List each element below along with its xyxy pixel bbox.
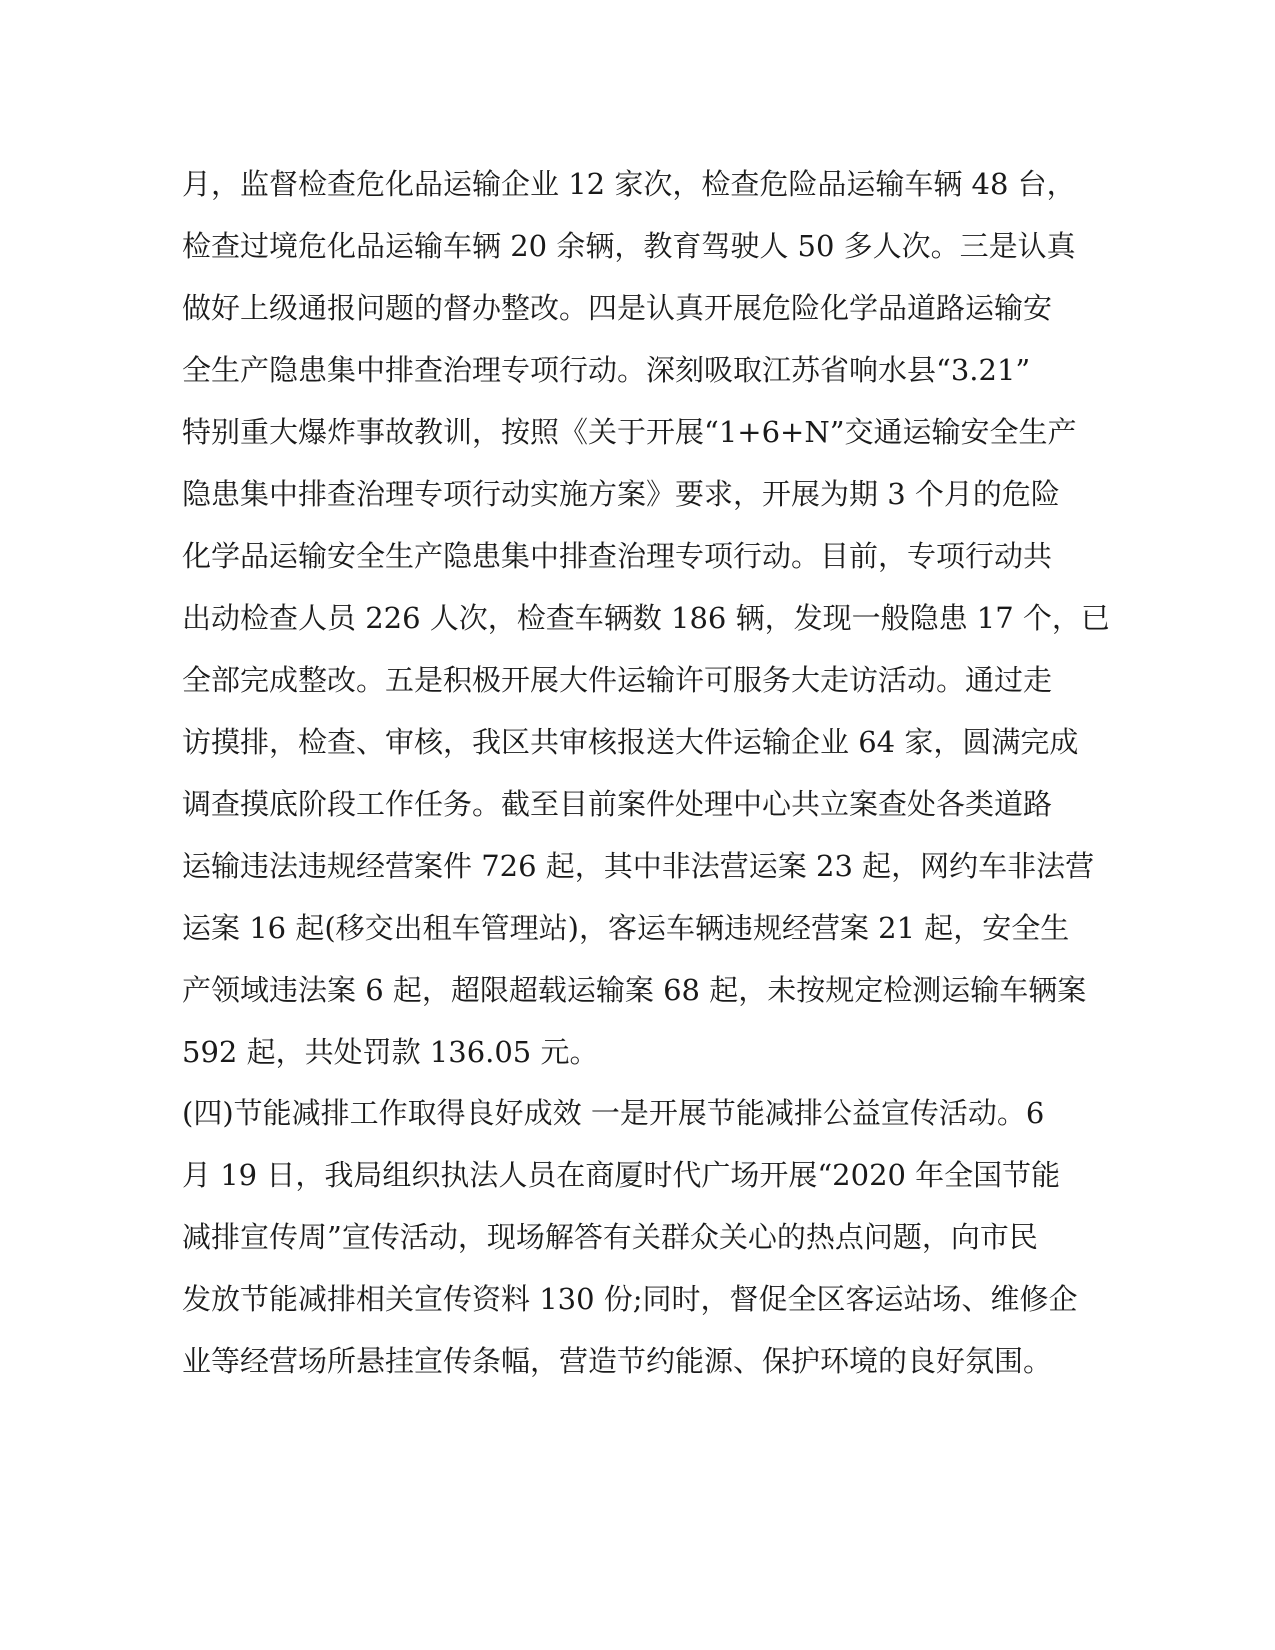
text-line: 592 起，共处罚款 136.05 元。 bbox=[182, 1035, 599, 1069]
text-line: 全生产隐患集中排查治理专项行动。深刻吸取江苏省响水县“3.21” bbox=[182, 353, 1031, 387]
text-line: 访摸排，检查、审核，我区共审核报送大件运输企业 64 家，圆满完成 bbox=[182, 725, 1079, 759]
text-line: 做好上级通报问题的督办整改。四是认真开展危险化学品道路运输安 bbox=[182, 291, 1053, 325]
text-line: 运案 16 起(移交出租车管理站)，客运车辆违规经营案 21 起，安全生 bbox=[182, 911, 1070, 945]
text-line: 检查过境危化品运输车辆 20 余辆，教育驾驶人 50 多人次。三是认真 bbox=[182, 229, 1076, 263]
text-line: 特别重大爆炸事故教训，按照《关于开展“1+6+N”交通运输安全生产 bbox=[182, 415, 1077, 449]
text-line: 月，监督检查危化品运输企业 12 家次，检查危险品运输车辆 48 台， bbox=[182, 167, 1076, 201]
text-line: 产领域违法案 6 起，超限超载运输案 68 起，未按规定检测运输车辆案 bbox=[182, 973, 1087, 1007]
text-line: 隐患集中排查治理专项行动实施方案》要求，开展为期 3 个月的危险 bbox=[182, 477, 1060, 511]
text-line: 减排宣传周”宣传活动，现场解答有关群众关心的热点问题，向市民 bbox=[182, 1220, 1038, 1254]
text-line: 化学品运输安全生产隐患集中排查治理专项行动。目前，专项行动共 bbox=[182, 539, 1053, 573]
text-line: 调查摸底阶段工作任务。截至目前案件处理中心共立案查处各类道路 bbox=[182, 787, 1053, 821]
text-line: 出动检查人员 226 人次，检查车辆数 186 辆，发现一般隐患 17 个，已 bbox=[182, 601, 1110, 635]
text-line: 发放节能减排相关宣传资料 130 份;同时，督促全区客运站场、维修企 bbox=[182, 1282, 1078, 1316]
text-line: 月 19 日，我局组织执法人员在商厦时代广场开展“2020 年全国节能 bbox=[182, 1158, 1061, 1192]
paragraph-enforcement-summary bbox=[182, 153, 1110, 1083]
text-line: 全部完成整改。五是积极开展大件运输许可服务大走访活动。通过走 bbox=[182, 663, 1053, 697]
text-line: 运输违法违规经营案件 726 起，其中非法营运案 23 起，网约车非法营 bbox=[182, 849, 1095, 883]
paragraph-energy-saving bbox=[182, 1082, 1078, 1392]
text-line: 业等经营场所悬挂宣传条幅，营造节约能源、保护环境的良好氛围。 bbox=[182, 1344, 1053, 1378]
section-heading-line: (四)节能减排工作取得良好成效 一是开展节能减排公益宣传活动。6 bbox=[182, 1096, 1045, 1130]
